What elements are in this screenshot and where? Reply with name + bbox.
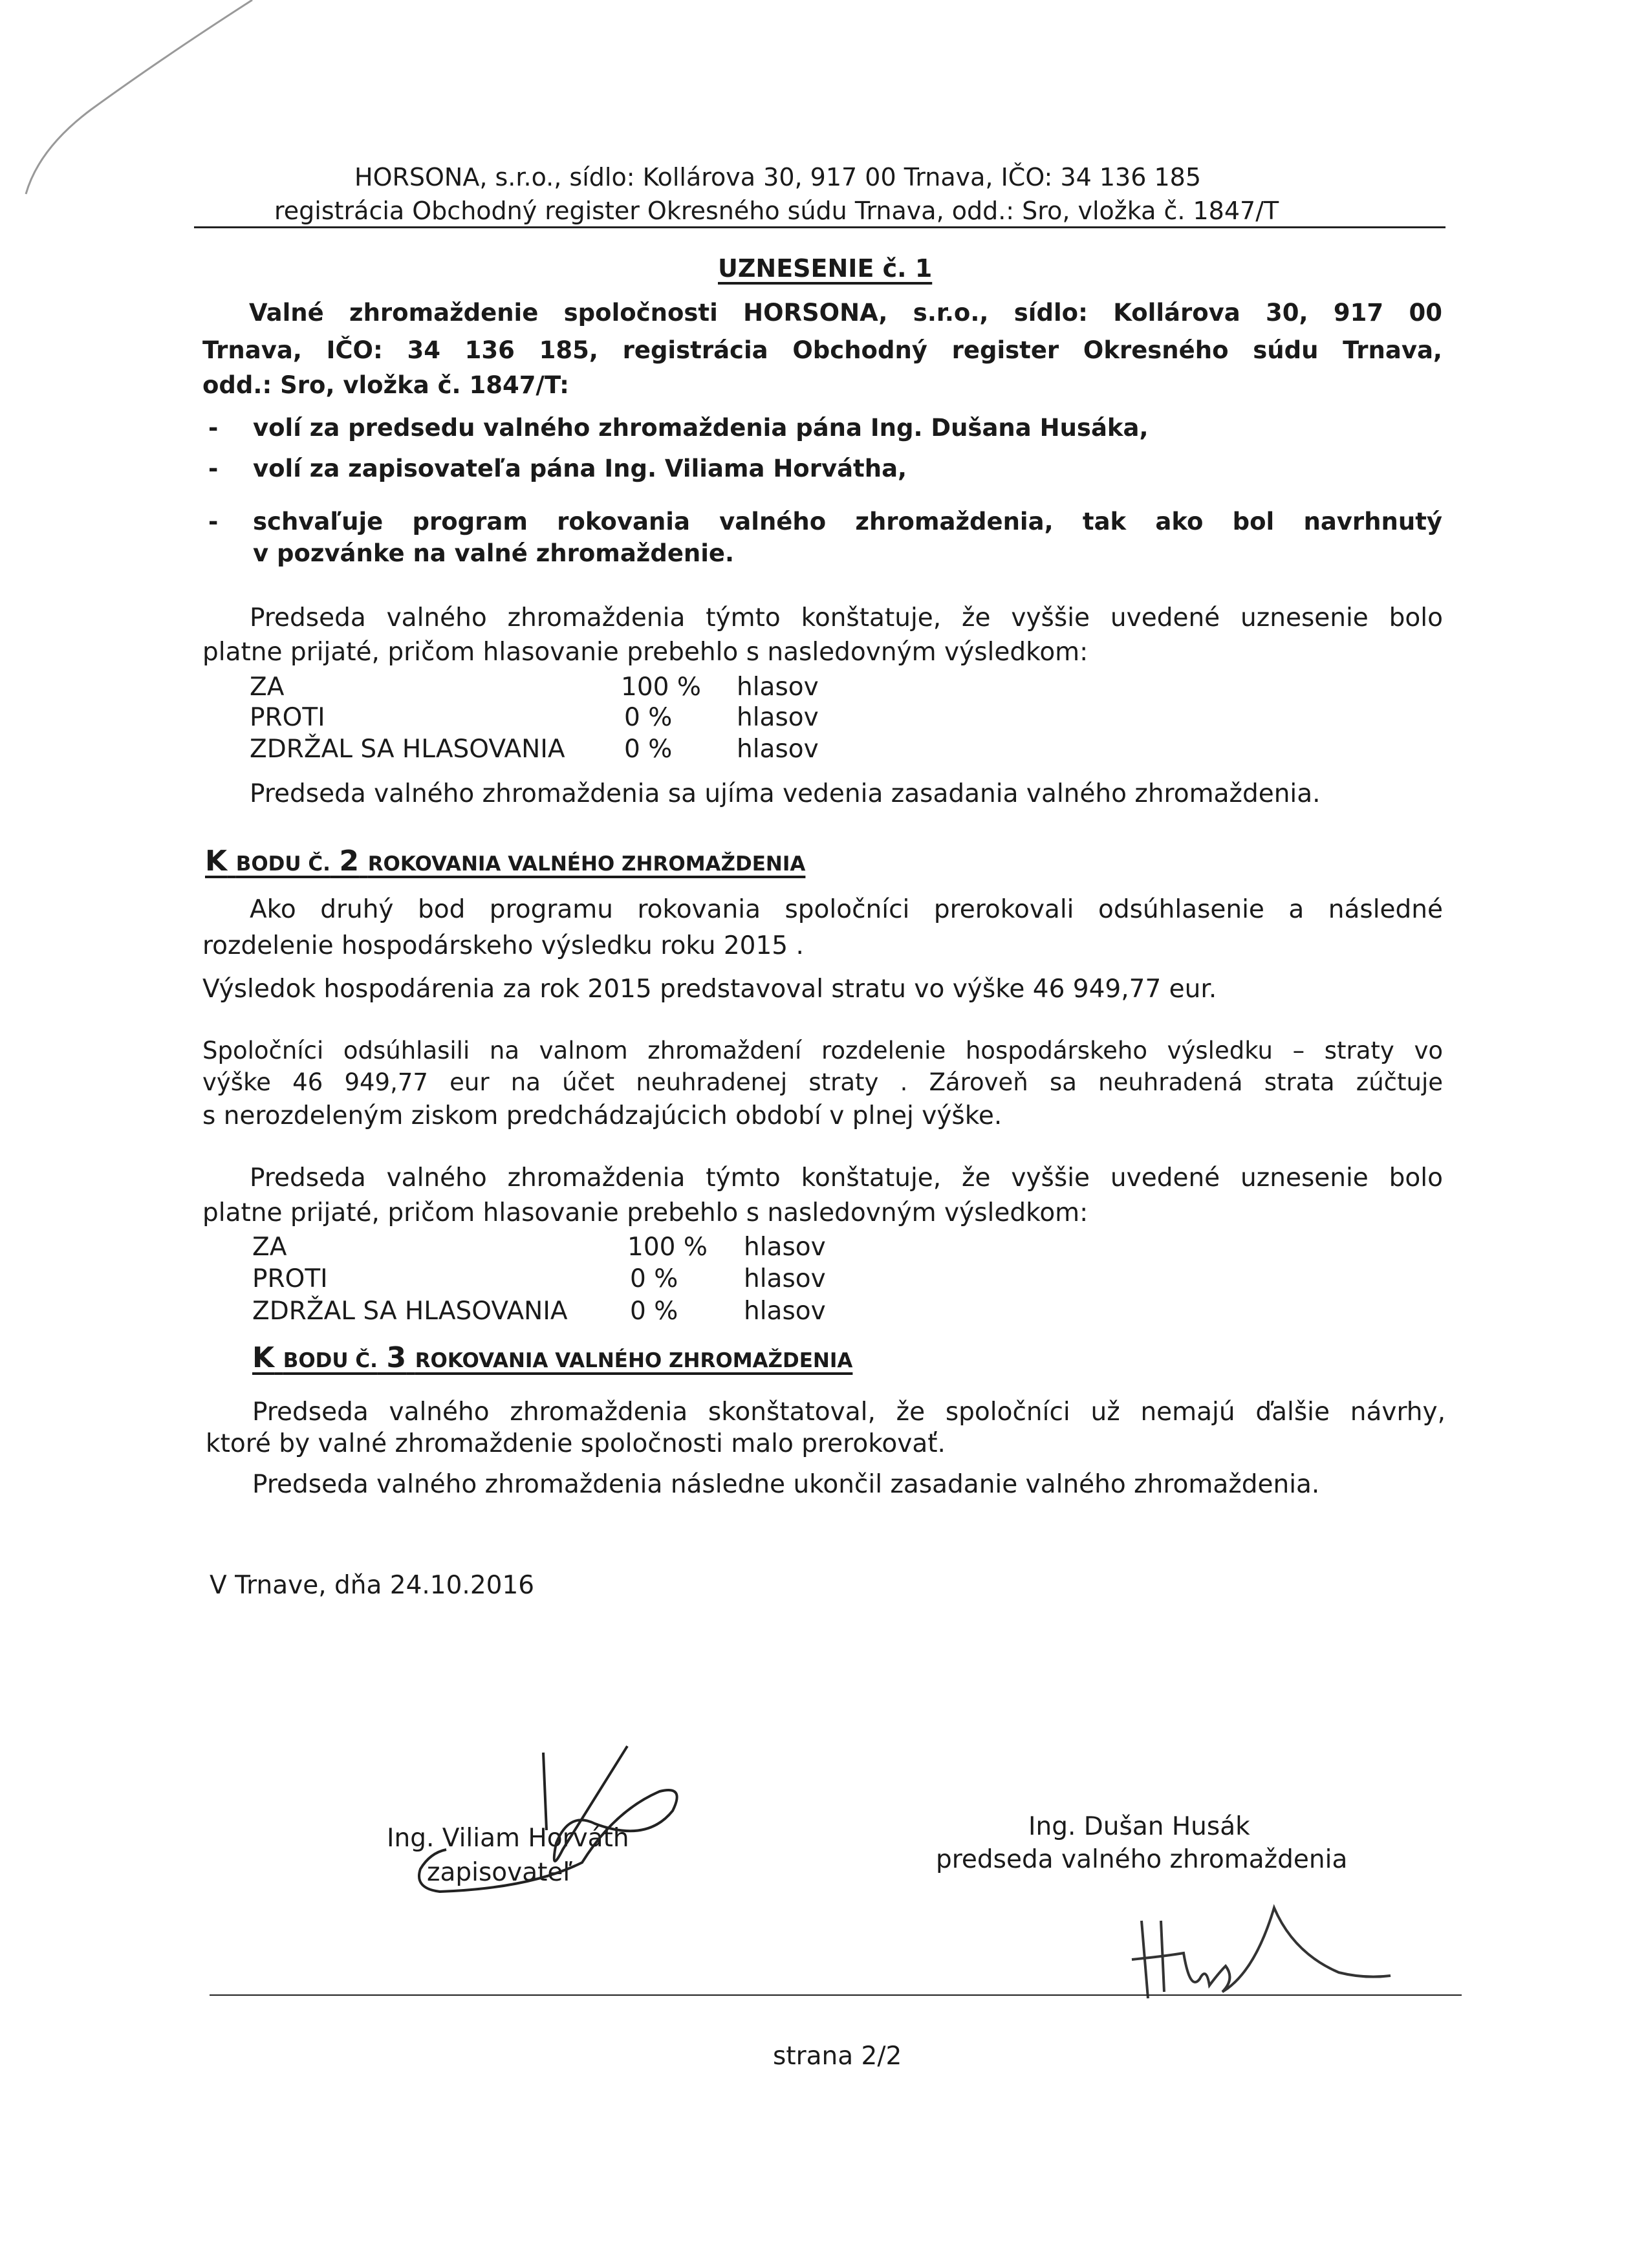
bullet-dash: - [208,414,219,442]
signature-right [1125,1895,1410,2024]
heading-rest: ROKOVANIA VALNÉHO ZHROMAŽDENIA [367,852,806,876]
heading-bodu: BODU Č. [235,852,330,876]
point-2-p1-line-1: Ako druhý bod programu rokovania spoločníci prerokovali odsúhlasenie a následné [250,895,1443,924]
vote-unit: hlasov [744,1233,826,1262]
vote-pct: 0 % [630,1297,678,1326]
point-3-p1-line-2: ktoré by valné zhromaždenie spoločnosti malo prerokovať. [206,1429,946,1458]
point-2-p2: Výsledok hospodárenia za rok 2015 predstavoval stratu vo výške 46 949,77 eur. [202,975,1217,1004]
bullet-item-1: volí za predsedu valného zhromaždenia pána Ing. Dušana Husáka, [253,414,1149,442]
vote-label: ZDRŽAL SA HLASOVANIA [250,735,565,764]
page-number: strana 2/2 [773,2042,902,2071]
statement-1-line-1: Predseda valného zhromaždenia týmto konštatuje, že vyššie uvedené uznesenie bolo [250,603,1443,632]
closing-1: Predseda valného zhromaždenia sa ujíma vedenia zasadania valného zhromaždenia. [250,779,1321,808]
vote-pct: 0 % [630,1264,678,1293]
vote-unit: hlasov [737,703,819,732]
vote-label: PROTI [250,703,325,732]
point-2-p3-line-1: Spoločníci odsúhlasili na valnom zhromaždení rozdelenie hospodárskeho výsledku – straty vo [202,1037,1443,1064]
bullet-item-2: volí za zapisovateľa pána Ing. Viliama Horvátha, [253,455,907,482]
point-3-p1-line-1: Predseda valného zhromaždenia skonštatoval, že spoločníci už nemajú ďalšie návrhy, [252,1398,1446,1427]
signatory-right-role: predseda valného zhromaždenia [936,1845,1348,1874]
vote-unit: hlasov [737,735,819,764]
bullet-item-3: schvaľuje program rokovania valného zhromaždenia, tak ako bol navrhnutý [253,508,1442,535]
statement-2-line-1: Predseda valného zhromaždenia týmto konštatuje, že vyššie uvedené uznesenie bolo [250,1163,1443,1193]
signature-left [401,1740,698,1908]
header-divider [194,226,1446,228]
intro-line-3: odd.: Sro, vložka č. 1847/T: [202,371,569,399]
vote-unit: hlasov [744,1264,826,1293]
place-date: V Trnave, dňa 24.10.2016 [210,1571,535,1600]
vote-pct: 100 % [621,673,701,702]
bullet-dash: - [208,455,219,482]
scan-corner-mark [0,0,272,194]
signatory-right-name: Ing. Dušan Husák [1028,1812,1250,1841]
vote-pct: 0 % [624,703,673,732]
vote-label: ZA [252,1233,287,1262]
footer-divider [210,1994,1462,1996]
vote-label: PROTI [252,1264,328,1293]
heading-num: 3 [386,1341,407,1374]
heading-k: K [205,845,228,878]
point-2-p1-line-2: rozdelenie hospodárskeho výsledku roku 2015 . [202,931,804,960]
heading-rest: ROKOVANIA VALNÉHO ZHROMAŽDENIA [415,1349,853,1372]
header-line-1: HORSONA, s.r.o., sídlo: Kollárova 30, 917 00 Trnava, IČO: 34 136 185 [354,163,1202,191]
heading-k: K [252,1341,275,1374]
bullet-dash: - [208,508,219,535]
point-3-heading [252,1341,853,1374]
point-2-p3-line-3: s nerozdeleným ziskom predchádzajúcich období v plnej výške. [202,1101,1002,1130]
vote-label: ZDRŽAL SA HLASOVANIA [252,1297,568,1326]
vote-unit: hlasov [737,673,819,702]
vote-pct: 100 % [627,1233,708,1262]
signatory-left-name: Ing. Viliam Horváth [387,1824,629,1853]
intro-line-1: Valné zhromaždenie spoločnosti HORSONA, s.r.o., sídlo: Kollárova 30, 917 00 [249,299,1442,327]
vote-unit: hlasov [744,1297,826,1326]
point-2-heading [205,847,805,876]
header-line-2: registrácia Obchodný register Okresného súdu Trnava, odd.: Sro, vložka č. 1847/T [274,197,1279,225]
statement-1-line-2: platne prijaté, pričom hlasovanie prebehlo s nasledovným výsledkom: [202,638,1088,667]
point-2-p3-line-2: výške 46 949,77 eur na účet neuhradenej straty . Zároveň sa neuhradená strata zúčtuje [202,1068,1443,1096]
heading-num: 2 [339,845,360,878]
vote-label: ZA [250,673,285,702]
vote-pct: 0 % [624,735,673,764]
heading-bodu: BODU Č. [283,1349,378,1372]
intro-line-2: Trnava, IČO: 34 136 185, registrácia Obchodný register Okresného súdu Trnava, [202,336,1442,364]
point-3-p2: Predseda valného zhromaždenia následne ukončil zasadanie valného zhromaždenia. [252,1470,1320,1499]
resolution-title: UZNESENIE č. 1 [718,254,933,283]
signatory-left-role: zapisovateľ [427,1858,573,1887]
statement-2-line-2: platne prijaté, pričom hlasovanie prebehlo s nasledovným výsledkom: [202,1198,1088,1227]
bullet-item-3-cont: v pozvánke na valné zhromaždenie. [253,539,735,567]
